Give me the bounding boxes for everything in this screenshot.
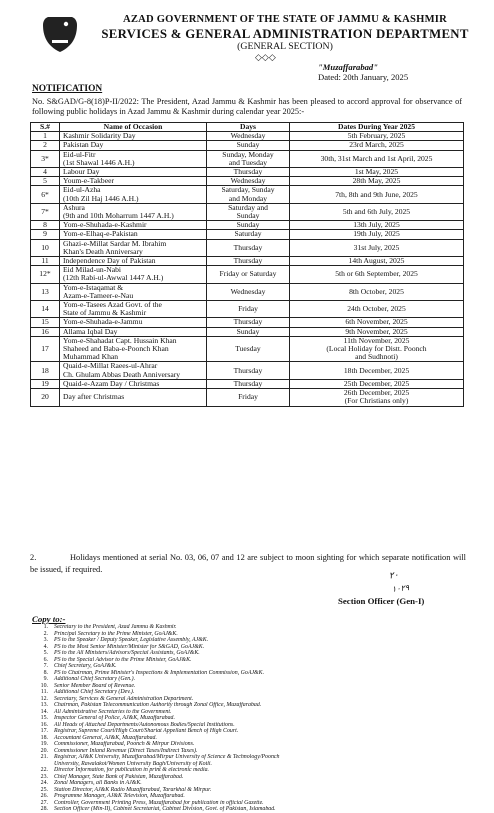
cell-occasion: Yom-e-Shuhada-e-Kashmir bbox=[60, 221, 207, 230]
list-item-number: 25. bbox=[40, 786, 48, 793]
list-item-text: Chairman, Pakistan Telecommunication Authority through Zonal Office, Muzaffarabad. bbox=[54, 702, 262, 708]
list-item-number: 1. bbox=[43, 624, 48, 630]
place-label: "Muzaffarabad" bbox=[318, 62, 379, 72]
list-item-text: Additional Chief Secretary (Dev.). bbox=[54, 689, 135, 695]
intro-paragraph: No. S&GAD/G-8(18)P-II/2022: The President, Azad Jammu & Kashmir has been pleased to accord approval for observance of following public holidays in Azad Jammu & Kashmir during calendar year 2025:- bbox=[32, 97, 462, 117]
header-days: Days bbox=[207, 123, 290, 132]
cell-occasion: Eid-ul-Fitr (1st Shawal 1446 A.H.) bbox=[60, 150, 207, 167]
list-item-text: Station Director, AJ&K Radio Muzaffarabad, Tararkhal & Mirpur. bbox=[54, 786, 212, 793]
list-item-text: Secretary to the President, Azad Jammu & Kashmir. bbox=[54, 624, 177, 630]
cell-dates: 1st May, 2025 bbox=[290, 168, 464, 177]
list-item-number: 24. bbox=[40, 780, 48, 786]
list-item-text: Principal Secretary to the Prime Minister, GoAJ&K. bbox=[54, 630, 178, 637]
cell-days: Thursday bbox=[207, 362, 290, 379]
cell-days: Wednesday bbox=[207, 132, 290, 141]
list-item-number: 11. bbox=[40, 689, 48, 695]
list-item-number: 20. bbox=[40, 747, 48, 754]
table-row bbox=[31, 186, 464, 203]
signature-scribble: ۲۰ bbox=[388, 569, 400, 581]
cell-sn: 10 bbox=[31, 239, 60, 256]
cell-sn: 1 bbox=[31, 132, 60, 141]
table-row bbox=[31, 283, 464, 300]
signature-scribble-date: ۱۰۲۹ bbox=[391, 583, 410, 594]
cell-dates: 5th or 6th September, 2025 bbox=[290, 266, 464, 283]
cell-days: Saturday, Sunday and Monday bbox=[207, 186, 290, 203]
cell-occasion: Eid-ul-Azha (10th Zil Haj 1446 A.H.) bbox=[60, 186, 207, 203]
cell-days: Friday bbox=[207, 301, 290, 318]
list-item-text: PS to the Special Advisor to the Prime Minister, GoAJ&K. bbox=[54, 656, 192, 663]
cell-occasion: Day after Christmas bbox=[60, 389, 207, 406]
cell-occasion: Kashmir Solidarity Day bbox=[60, 132, 207, 141]
cell-sn: 14 bbox=[31, 301, 60, 318]
cell-occasion: Yom-e-Tasees Azad Govt. of the State of Jammu & Kashmir bbox=[60, 301, 207, 318]
cell-days: Sunday, Monday and Tuesday bbox=[207, 150, 290, 167]
list-item-number: 27. bbox=[40, 799, 48, 806]
notification-heading: NOTIFICATION bbox=[32, 84, 103, 94]
list-item-number: 15. bbox=[40, 715, 48, 721]
cell-occasion: Independence Day of Pakistan bbox=[60, 257, 207, 266]
list-item-text: Accountant General, AJ&K, Muzaffarabad. bbox=[54, 734, 157, 741]
list-item-number: 6. bbox=[43, 656, 48, 663]
list-item-text: PS to the Speaker / Deputy Speaker, Legislative Assembly, AJ&K. bbox=[54, 637, 209, 643]
government-emblem-icon bbox=[38, 12, 82, 56]
cell-sn: 18 bbox=[31, 362, 60, 379]
moon-sighting-note bbox=[30, 552, 466, 575]
cell-occasion: Quaid-e-Millat Raees-ul-Ahrar Ch. Ghulam Abbas Death Anniversary bbox=[60, 362, 207, 379]
list-item-text: Programme Manager, AJ&K Television, Muzaffarabad. bbox=[54, 793, 185, 799]
list-item-number: 7. bbox=[43, 663, 48, 669]
table-row bbox=[31, 301, 464, 318]
copy-to-list bbox=[35, 624, 475, 813]
table-row bbox=[31, 203, 464, 220]
table-row bbox=[31, 141, 464, 150]
cell-occasion: Yom-e-Shuhada-e-Jammu bbox=[60, 318, 207, 327]
list-item-number: 14. bbox=[40, 708, 48, 715]
cell-days: Sunday bbox=[207, 221, 290, 230]
cell-days: Wednesday bbox=[207, 177, 290, 186]
cell-days: Thursday bbox=[207, 239, 290, 256]
list-item-text: All Administrative Secretaries to the Government. bbox=[54, 708, 172, 715]
note-text: Holidays mentioned at serial No. 03, 06, 07 and 12 are subject to moon sighting for which separate notification will be issued, if required. bbox=[30, 553, 466, 574]
cell-dates: 30th, 31st March and 1st April, 2025 bbox=[290, 150, 464, 167]
list-item-number: 4. bbox=[43, 643, 48, 650]
note-number: 2. bbox=[30, 553, 37, 562]
header-ornament: ◇◇◇ bbox=[255, 52, 276, 62]
cell-days: Thursday bbox=[207, 379, 290, 388]
list-item-number: 10. bbox=[40, 682, 48, 689]
cell-dates: 9th November, 2025 bbox=[290, 327, 464, 336]
list-item-text: Registrar, AJ&K University, Muzaffarabad/Mirpur University of Science & Technology/Poonch bbox=[54, 754, 280, 760]
cell-dates: 18th December, 2025 bbox=[290, 362, 464, 379]
cell-sn: 11 bbox=[31, 257, 60, 266]
cell-sn: 6* bbox=[31, 186, 60, 203]
cell-dates: 5th and 6th July, 2025 bbox=[290, 203, 464, 220]
cell-days: Tuesday bbox=[207, 336, 290, 362]
list-item-text: All Heads of Attached Departments/Autonomous Bodies/Special Institutions. bbox=[54, 721, 235, 728]
cell-sn: 12* bbox=[31, 266, 60, 283]
list-item-text: Registrar, Supreme Court/High Court/Shariat Appellant Bench of High Court. bbox=[54, 728, 239, 734]
cell-days: Saturday and Sunday bbox=[207, 203, 290, 220]
cell-sn: 20 bbox=[31, 389, 60, 406]
cell-sn: 13 bbox=[31, 283, 60, 300]
cell-occasion: Pakistan Day bbox=[60, 141, 207, 150]
list-item-number: 18. bbox=[40, 734, 48, 741]
list-item-number: 17. bbox=[40, 728, 48, 734]
cell-occasion: Yom-e-Shahadat Capt. Hussain Khan Shaheed and Baba-e-Poonch Khan Muhammad Khan bbox=[60, 336, 207, 362]
list-item-number: 5. bbox=[43, 650, 48, 656]
list-item-text: Commissioner, Muzaffarabad, Poonch & Mirpur Divisions. bbox=[54, 741, 195, 747]
list-item-text: Zonal Managers, all Banks in AJ&K. bbox=[54, 780, 142, 786]
cell-dates: 5th February, 2025 bbox=[290, 132, 464, 141]
list-item-number: 13. bbox=[40, 702, 48, 708]
cell-occasion: Yom-e-Elhaq-e-Pakistan bbox=[60, 230, 207, 239]
list-item-text: Additional Chief Secretary (Gen.). bbox=[54, 676, 136, 682]
cell-days: Thursday bbox=[207, 318, 290, 327]
table-row bbox=[31, 336, 464, 362]
cell-dates: 7th, 8th and 9th June, 2025 bbox=[290, 186, 464, 203]
government-title: AZAD GOVERNMENT OF THE STATE OF JAMMU & KASHMIR bbox=[123, 14, 447, 25]
list-item-number: 12. bbox=[40, 695, 48, 702]
list-item bbox=[35, 806, 475, 813]
list-item-text: Director Information, for publication in print & electronic media. bbox=[54, 767, 209, 773]
list-item-text: Chief Manager, State Bank of Pakistan, Muzaffarabad. bbox=[54, 773, 184, 780]
cell-occasion: Ghazi-e-Millat Sardar M. Ibrahim Khan's Death Anniversary bbox=[60, 239, 207, 256]
cell-dates: 13th July, 2025 bbox=[290, 221, 464, 230]
header-dates: Dates During Year 2025 bbox=[290, 123, 464, 132]
table-row bbox=[31, 266, 464, 283]
department-title: SERVICES & GENERAL ADMINISTRATION DEPARTMENT bbox=[101, 27, 469, 41]
list-item-number: 21. bbox=[40, 754, 48, 760]
cell-dates: 11th November, 2025 (Local Holiday for Distt. Poonch and Sudhnoti) bbox=[290, 336, 464, 362]
cell-occasion: Yom-e-Istaqamat & Azam-e-Tameer-e-Nau bbox=[60, 283, 207, 300]
cell-occasion: Labour Day bbox=[60, 168, 207, 177]
list-item-number: 2. bbox=[43, 630, 48, 637]
cell-dates: 26th December, 2025 (For Christians only) bbox=[290, 389, 464, 406]
cell-sn: 19 bbox=[31, 379, 60, 388]
list-item-number: 8. bbox=[43, 669, 48, 676]
cell-sn: 8 bbox=[31, 221, 60, 230]
cell-sn: 4 bbox=[31, 168, 60, 177]
cell-days: Friday or Saturday bbox=[207, 266, 290, 283]
list-item-text: PS to Chairman, Prime Minister's Inspections & Implementation Commission, GoAJ&K. bbox=[54, 669, 265, 676]
cell-dates: 23rd March, 2025 bbox=[290, 141, 464, 150]
signatory-title: Section Officer (Gen-I) bbox=[338, 596, 425, 606]
cell-occasion: Youm-e-Takbeer bbox=[60, 177, 207, 186]
list-item-number: 26. bbox=[40, 793, 48, 799]
list-item-text: Inspector General of Police, AJ&K, Muzaffarabad. bbox=[54, 715, 175, 721]
list-item-text: PS to the All Ministers/Advisors/Special Assistants, GoAJ&K. bbox=[54, 650, 200, 656]
cell-days: Sunday bbox=[207, 141, 290, 150]
list-item-number: 22. bbox=[40, 767, 48, 773]
cell-dates: 14th August, 2025 bbox=[290, 257, 464, 266]
cell-occasion: Eid Milad-un-Nabi (12th Rabi-ul-Awwal 1447 A.H.) bbox=[60, 266, 207, 283]
table-row bbox=[31, 239, 464, 256]
cell-days: Thursday bbox=[207, 257, 290, 266]
date-label: Dated: 20th January, 2025 bbox=[318, 72, 409, 82]
cell-occasion: Ashura (9th and 10th Moharrum 1447 A.H.) bbox=[60, 203, 207, 220]
cell-sn: 5 bbox=[31, 177, 60, 186]
table-row bbox=[31, 389, 464, 406]
cell-sn: 16 bbox=[31, 327, 60, 336]
cell-occasion: Allama Iqbal Day bbox=[60, 327, 207, 336]
cell-dates: 25th December, 2025 bbox=[290, 379, 464, 388]
cell-sn: 2 bbox=[31, 141, 60, 150]
cell-days: Wednesday bbox=[207, 283, 290, 300]
cell-days: Friday bbox=[207, 389, 290, 406]
cell-occasion: Quaid-e-Azam Day / Christmas bbox=[60, 379, 207, 388]
cell-dates: 28th May, 2025 bbox=[290, 177, 464, 186]
list-item-number: 19. bbox=[40, 741, 48, 747]
cell-dates: 6th November, 2025 bbox=[290, 318, 464, 327]
copy-to-heading: Copy to:- bbox=[32, 614, 66, 624]
cell-dates: 24th October, 2025 bbox=[290, 301, 464, 318]
cell-sn: 7* bbox=[31, 203, 60, 220]
holidays-table bbox=[30, 122, 464, 407]
cell-sn: 9 bbox=[31, 230, 60, 239]
section-title: (GENERAL SECTION) bbox=[237, 41, 333, 52]
list-item-number: 16. bbox=[40, 721, 48, 728]
table-row bbox=[31, 150, 464, 167]
list-item-number: 3. bbox=[43, 637, 48, 643]
cell-days: Sunday bbox=[207, 327, 290, 336]
header-sn: S.# bbox=[31, 123, 60, 132]
list-item-text: University, Rawalakot/Women University Bagh/University of Kotli. bbox=[54, 760, 212, 767]
cell-days: Thursday bbox=[207, 168, 290, 177]
list-item-text: Section Officer (Min-II), Cabinet Secretariat, Cabinet Division, Govt. of Pakistan, Islamabad. bbox=[54, 806, 276, 812]
list-item-number: 28. bbox=[40, 806, 48, 812]
list-item-text: Chief Secretary, GoAJ&K. bbox=[54, 663, 117, 669]
list-item-text: Controller, Government Printing Press, Muzaffarabad for publication in official Gazette. bbox=[54, 799, 264, 806]
cell-sn: 3* bbox=[31, 150, 60, 167]
list-item-text: Secretary, Services & General Administration Department. bbox=[54, 695, 194, 702]
list-item-number: 9. bbox=[43, 676, 48, 682]
list-item-text: Commissioner Inland Revenue (Direct Taxes/Indirect Taxes). bbox=[54, 747, 198, 754]
cell-dates: 19th July, 2025 bbox=[290, 230, 464, 239]
list-item-text: Senior Member Board of Revenue. bbox=[54, 682, 136, 689]
list-item-text: PS to the Most Senior Minister/Minister for S&GAD, GoAJ&K. bbox=[54, 643, 205, 650]
table-row bbox=[31, 230, 464, 239]
header-occasion: Name of Occasion bbox=[60, 123, 207, 132]
table-row bbox=[31, 362, 464, 379]
cell-sn: 15 bbox=[31, 318, 60, 327]
cell-days: Saturday bbox=[207, 230, 290, 239]
table-row bbox=[31, 327, 464, 336]
table-row bbox=[31, 318, 464, 327]
cell-dates: 8th October, 2025 bbox=[290, 283, 464, 300]
list-item-number: 23. bbox=[40, 773, 48, 780]
cell-sn: 17 bbox=[31, 336, 60, 362]
cell-dates: 31st July, 2025 bbox=[290, 239, 464, 256]
